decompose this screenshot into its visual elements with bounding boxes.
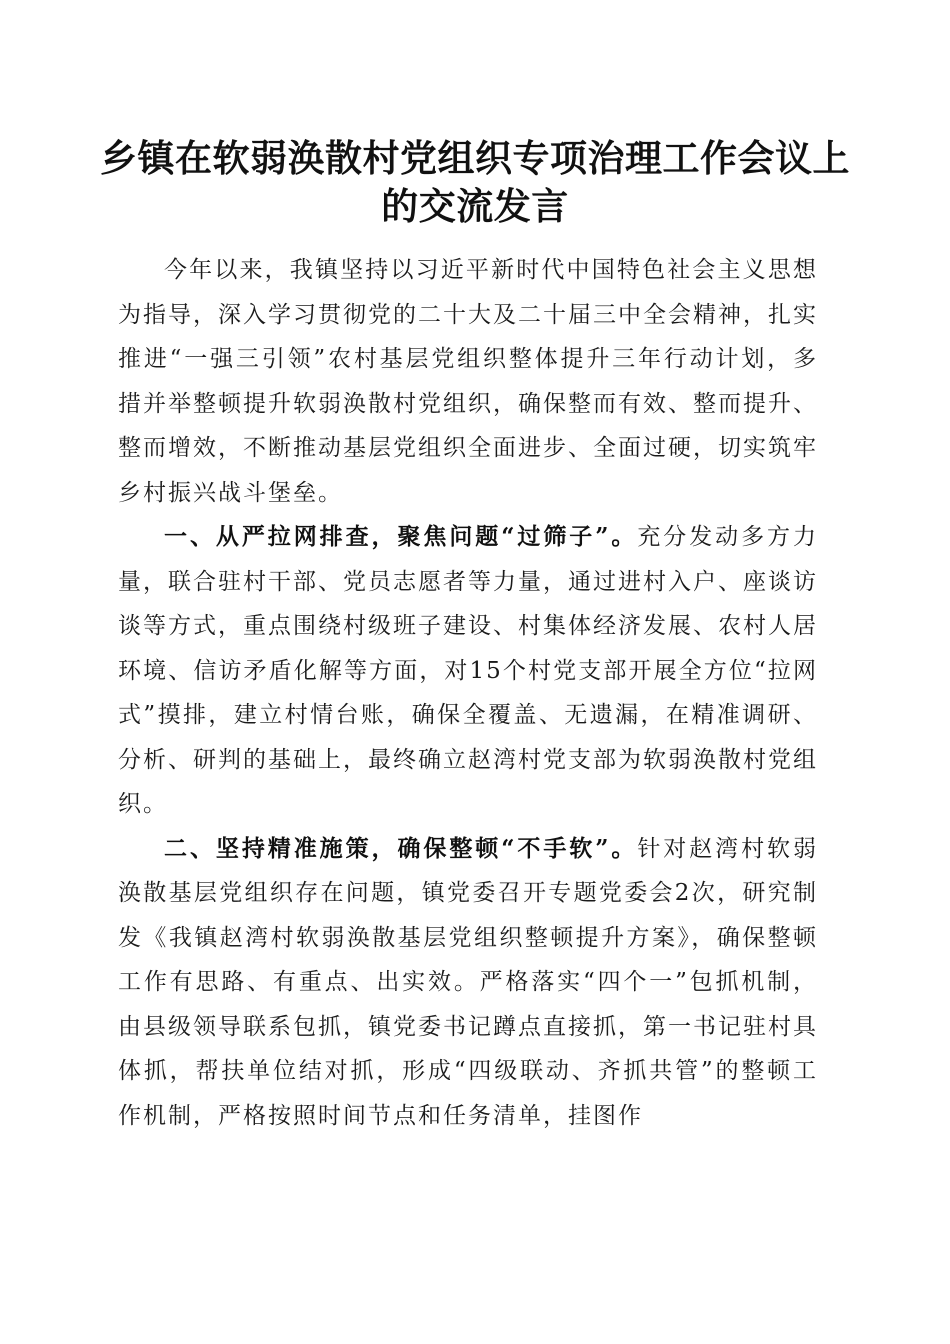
document-body bbox=[118, 248, 818, 1138]
paragraph-text: 针对赵湾村软弱涣散基层党组织存在问题，镇党委召开专题党委会2次，研究制发《我镇赵湾村软弱涣散基层党组织整顿提升方案》，确保整顿工作有思路、有重点、出实效。严格落实“四个一”包抓机制，由县级领导联系包抓，镇党委书记蹲点直接抓，第一书记驻村具体抓，帮扶单位结对抓，形成“四级联动、齐抓共管”的整顿工作机制，严格按照时间节点和任务清单，挂图作 bbox=[118, 835, 818, 1129]
document-title: 乡镇在软弱涣散村党组织专项治理工作会议上的交流发言 bbox=[100, 136, 850, 228]
section-two-paragraph bbox=[118, 827, 818, 1139]
paragraph-text: 充分发动多方力量，联合驻村干部、党员志愿者等力量，通过进村入户、座谈访谈等方式，重点围绕村级班子建设、村集体经济发展、农村人居环境、信访矛盾化解等方面，对15个村党支部开展全方位“拉网式”摸排，建立村情台账，确保全覆盖、无遗漏，在精准调研、分析、研判的基础上，最终确立赵湾村党支部为软弱涣散村党组织。 bbox=[118, 524, 818, 817]
paragraph-text: 今年以来，我镇坚持以习近平新时代中国特色社会主义思想为指导，深入学习贯彻党的二十大及二十届三中全会精神，扎实推进“一强三引领”农村基层党组织整体提升三年行动计划，多措并举整顿提升软弱涣散村党组织，确保整而有效、整而提升、整而增效，不断推动基层党组织全面进步、全面过硬，切实筑牢乡村振兴战斗堡垒。 bbox=[118, 257, 818, 506]
section-heading: 二、坚持精准施策，确保整顿“不手软”。 bbox=[164, 834, 638, 862]
intro-paragraph bbox=[118, 248, 818, 515]
section-one-paragraph bbox=[118, 515, 818, 827]
section-heading: 一、从严拉网排查，聚焦问题“过筛子”。 bbox=[164, 523, 638, 550]
